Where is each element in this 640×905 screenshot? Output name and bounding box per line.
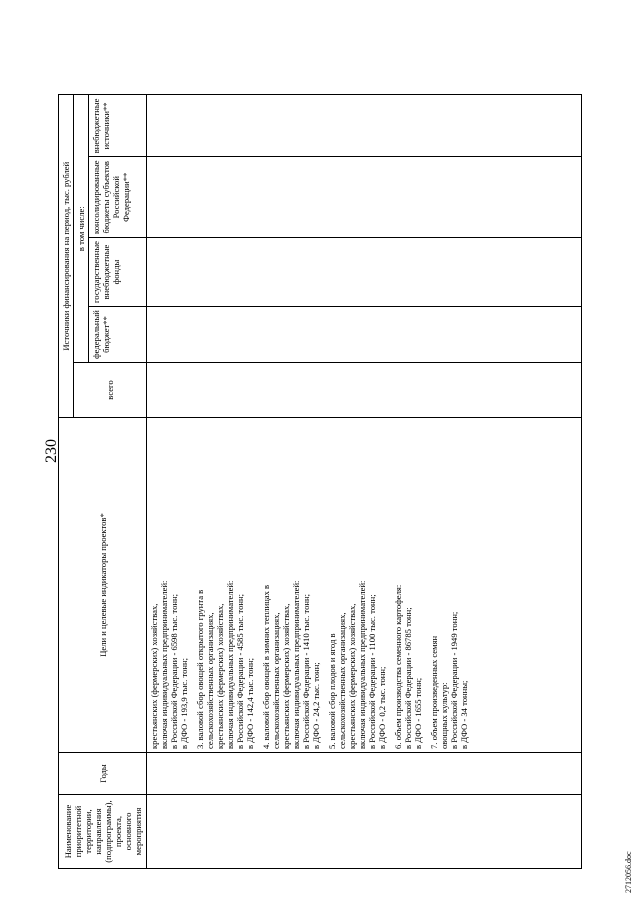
cell-goals xyxy=(147,418,582,753)
text-line: 7. объем произведенных семян xyxy=(429,635,439,749)
text-line: в ДФО - 193,9 тыс. тонн; xyxy=(179,658,189,749)
header-col-goals: Цели и целевые индикаторы проектов* xyxy=(59,418,147,753)
text-line: 4. валовой сбор овощей в зимних теплицах в xyxy=(261,584,271,749)
text-line: в ДФО - 0,2 тыс. тонн; xyxy=(377,666,387,749)
text-line: 3. валовой сбор овощей открытого грунта в xyxy=(195,589,205,749)
text-line: в Российской Федерации - 1100 тыс. тонн; xyxy=(367,594,377,749)
header-col-federal: федеральный бюджет** xyxy=(89,307,147,363)
text-line: крестьянских (фермерских) хозяйствах, xyxy=(281,603,291,749)
text-line: в ДФО - 24,2 тыс. тонн; xyxy=(311,662,321,749)
text-line: включая индивидуальных предпринимателей: xyxy=(291,580,301,749)
cell-years xyxy=(147,753,582,795)
text-line: 5. валовой сбор плодов и ягод в xyxy=(327,633,337,749)
document-filename: 2712056.doc xyxy=(624,851,633,893)
text-line: включая индивидуальных предпринимателей: xyxy=(159,580,169,749)
header-col-total: всего xyxy=(74,363,147,418)
text-line: в ДФО - 142,4 тыс. тонн; xyxy=(245,658,255,749)
cell-name xyxy=(147,795,582,869)
header-col-regional: консолидированные бюджеты субъектов Российской Федерации** xyxy=(89,157,147,238)
header-col-extrabudget: внебюджетные источники** xyxy=(89,95,147,157)
text-line: крестьянских (фермерских) хозяйствах, xyxy=(149,603,159,749)
header-including: в том числе: xyxy=(74,95,89,363)
text-line: овощных культур: xyxy=(439,682,449,749)
cell-state-funds xyxy=(147,238,582,307)
financing-table xyxy=(58,94,582,869)
header-col-state-funds: государственные внебюджетные фонды xyxy=(89,238,147,307)
header-col-sources: Источники финансирования на период, тыс. рублей xyxy=(59,95,74,418)
text-line: включая индивидуальных предпринимателей: xyxy=(357,580,367,749)
text-line: в Российской Федерации - 6598 тыс. тонн; xyxy=(169,594,179,749)
text-line: крестьянских (фермерских) хозяйствах, xyxy=(215,603,225,749)
text-line: в ДФО - 34 тонны; xyxy=(459,680,469,749)
text-line: в Российской Федерации - 86785 тонн; xyxy=(403,607,413,749)
page-number: 230 xyxy=(43,439,60,463)
text-line: сельскохозяйственных организациях, xyxy=(271,612,281,749)
text-line: в Российской Федерации - 4585 тыс. тонн; xyxy=(235,594,245,749)
cell-federal xyxy=(147,307,582,363)
text-line: в Российской Федерации - 1410 тыс. тонн; xyxy=(301,594,311,749)
cell-total xyxy=(147,363,582,418)
text-line: крестьянских (фермерских) хозяйствах, xyxy=(347,603,357,749)
header-col-name: Наименование приоритетной территории, направления (подпрограммы), проекта, основного мероприятия xyxy=(59,795,147,869)
text-line: сельскохозяйственных организациях, xyxy=(205,612,215,749)
text-line: в Российской Федерации - 1949 тонн; xyxy=(449,611,459,749)
text-line: 6. объем производства семенного картофеля: xyxy=(393,584,403,749)
text-line: в ДФО - 1655 тонн; xyxy=(413,677,423,749)
cell-extrabudget xyxy=(147,95,582,157)
text-line: включая индивидуальных предпринимателей: xyxy=(225,580,235,749)
cell-regional xyxy=(147,157,582,238)
header-col-years: Годы xyxy=(59,753,147,795)
text-line: сельскохозяйственных организациях, xyxy=(337,612,347,749)
